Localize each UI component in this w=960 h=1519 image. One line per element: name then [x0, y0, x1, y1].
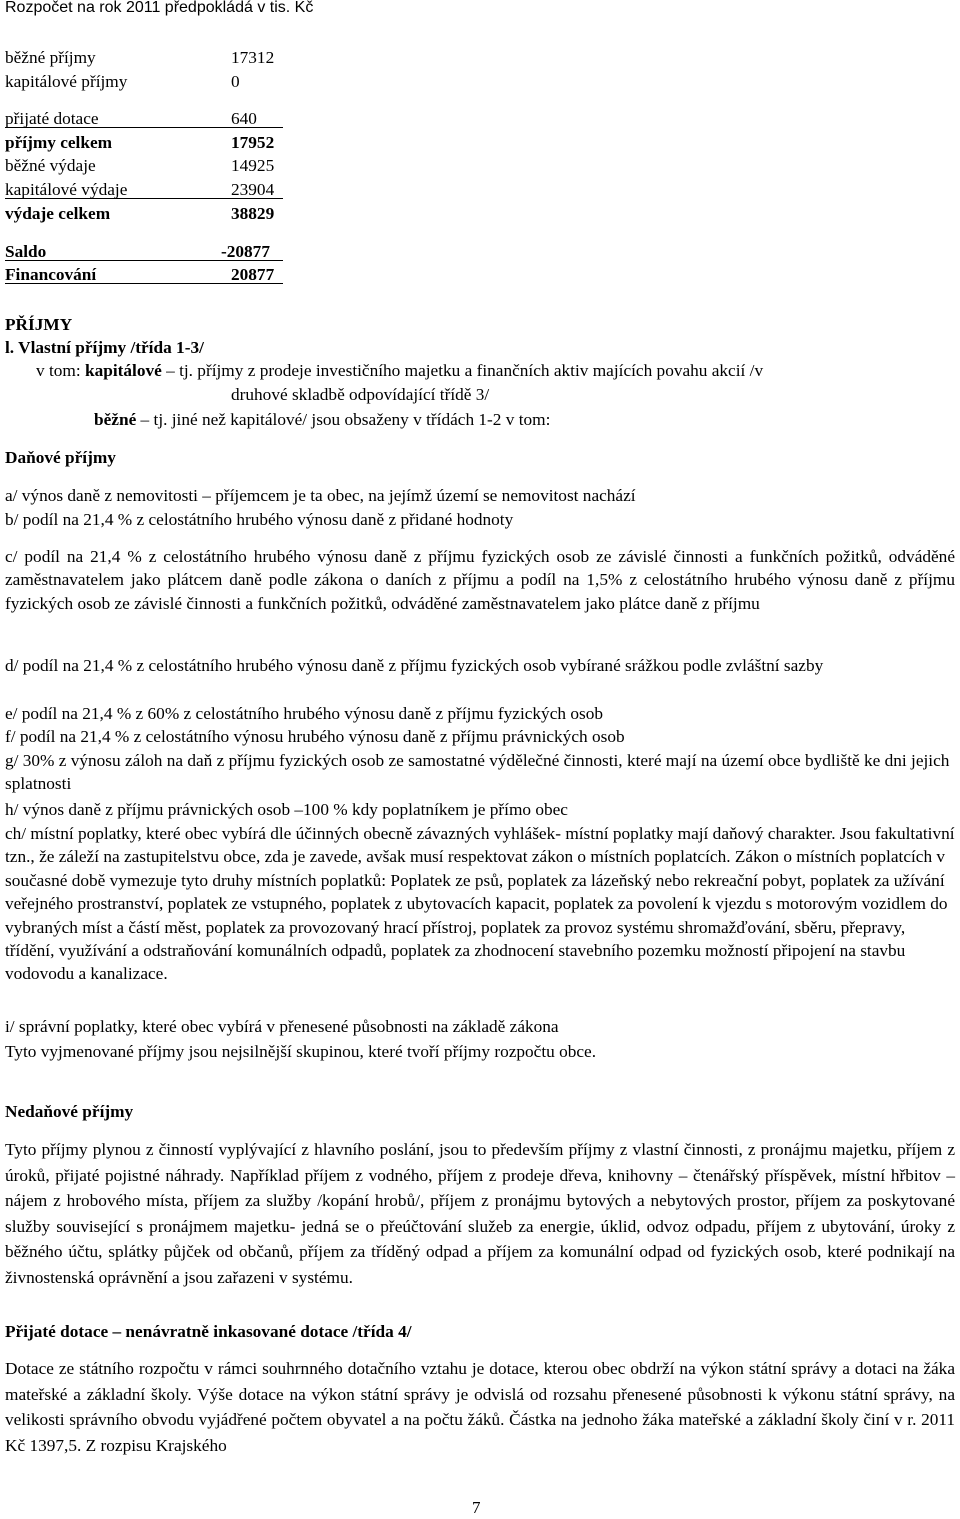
nontax-text: Tyto příjmy plynou z činností vyplývající z hlavního poslání, jsou to především příjmy z vlastní činnosti, z pronájmu majetku, příjem z úroků, přijaté pojistné náhrady. Například příjem z vodného, příjem z prodeje dřeva, knihovny – čtenářský příspěvek, místní hřbitov – nájem z hrobového místa, příjem za služby /kopání hrobů/, příjem z pronájmu bytových a nebytových prostor, příjem za poskytované služby související s pronájmem majetku- jedná se o přeúčtování služeb za energie, úklid, odvoz odpadu, příjem z ubytování, úroky z běžného účtu, splátky půjček od občanů, příjem za tříděný odpad a příjem za komunální odpad od fyzických osob, které podnikají na živnostenská oprávnění a jsou zařazeni v systému.	[5, 1140, 955, 1287]
tax-item-c: c/ podíl na 21,4 % z celostátního hrubého výnosu daně z příjmu fyzických osob ze závislé činnosti a funkčních požitků, odváděné zaměstnavatelem jako plátcem daně podle zákona o daních z příjmu a podíl na 1,5% z celostátního hrubého výnosu daně z příjmu fyzických osob ze závislé činnosti a funkčních požitků, odváděné zaměstnavatelem jako plátce daně z příjmu	[5, 547, 955, 613]
budget-label: běžné příjmy	[5, 48, 96, 67]
budget-label: výdaje celkem	[5, 204, 111, 223]
current-term: běžné	[94, 410, 137, 429]
budget-label: přijaté dotace	[5, 109, 99, 128]
tax-item-d: d/ podíl na 21,4 % z celostátního hrubého výnosu daně z příjmu fyzických osob vybírané srážkou podle zvláštní sazby	[5, 656, 824, 675]
tax-item-b: b/ podíl na 21,4 % z celostátního hrubého výnosu daně z přidané hodnoty	[5, 510, 514, 529]
budget-label: Saldo	[5, 242, 47, 261]
budget-value: 17312	[231, 48, 275, 67]
budget-title: Rozpočet na rok 2011 předpokládá v tis. Kč	[5, 0, 314, 16]
capital-term: kapitálové	[84, 361, 162, 380]
budget-label: běžné výdaje	[5, 156, 96, 175]
tax-summary: Tyto vyjmenované příjmy jsou nejsilnější skupinou, které tvoří příjmy rozpočtu obce.	[5, 1042, 597, 1061]
budget-label: Financování	[5, 265, 97, 284]
underline-rule	[5, 198, 283, 199]
tax-heading: Daňové příjmy	[5, 448, 116, 467]
budget-label: kapitálové výdaje	[5, 180, 128, 199]
current-line	[94, 408, 550, 431]
page-number: 7	[472, 1498, 481, 1517]
capital-text: – tj. příjmy z prodeje investičního majetku a finančních aktiv majících povahu akcií /v	[161, 361, 764, 380]
current-text: – tj. jiné než kapitálové/ jsou obsaženy v třídách 1-2 v tom:	[136, 410, 551, 429]
income-heading: PŘÍJMY	[5, 315, 73, 334]
budget-label: kapitálové příjmy	[5, 72, 128, 91]
capital-prefix: v tom:	[36, 361, 85, 380]
grants-text: Dotace ze státního rozpočtu v rámci souhrnného dotačního vztahu je dotace, kterou obec obdrží na výkon státní správy a dotaci na žáka mateřské a základní školy. Výše dotace na výkon státní správy je odvislá od rozsahu přenesené působnosti k výkonu státní správy, na velikosti správního obvodu vyjádřené počtem obyvatel a na počtu žáků. Částka na jednoho žáka mateřské a základní školy činí v r. 2011 Kč 1397,5. Z rozpisu Krajského	[5, 1359, 955, 1455]
budget-label: příjmy celkem	[5, 133, 113, 152]
tax-item-e: e/ podíl na 21,4 % z 60% z celostátního hrubého výnosu daně z příjmu fyzických osob	[5, 704, 603, 723]
grants-heading: Přijaté dotace – nenávratně inkasované dotace /třída 4/	[5, 1322, 412, 1341]
budget-value: 17952	[231, 133, 275, 152]
tax-item-ch: ch/ místní poplatky, které obec vybírá dle účinných obecně závazných vyhlášek- místní poplatky mají daňový charakter. Jsou fakultativní tzn., že záleží na zastupitelstvu obce, zda je zavede, avšak musí respektovat zákon o místních poplatcích. Zákon o místních poplatcích v současné době vymezuje tyto druhy místních poplatků: Poplatek ze psů, poplatek za lázeňský nebo rekreační pobyt, poplatek za užívání veřejného prostranství, poplatek ze vstupného, poplatek z ubytovacích kapacit, poplatek za povolení k vjezdu s motorovým vozidlem do vybraných míst a částí měst, poplatek za provozovaný hrací přístroj, poplatek za provoz systému shromažďování, sběru, přepravy, třídění, využívání a odstraňování komunálních odpadů, poplatek za zhodnocení stavebního pozemku možností připojení na stavbu vodovodu a kanalizace.	[5, 824, 955, 984]
tax-item-g: g/ 30% z výnosu záloh na daň z příjmu fyzických osob ze samostatné výdělečné činnosti, které mají na území obce bydliště ke dni jejich splatnosti	[5, 751, 950, 794]
budget-value: 20877	[231, 265, 275, 284]
tax-item-h: h/ výnos daně z příjmu právnických osob –100 % kdy poplatníkem je přímo obec	[5, 800, 568, 819]
tax-item-a: a/ výnos daně z nemovitosti – příjemcem je ta obec, na jejímž území se nemovitost nachází	[5, 486, 636, 505]
underline-rule	[5, 283, 283, 284]
capital-line-2: druhové skladbě odpovídající třídě 3/	[231, 385, 490, 404]
underline-rule	[5, 260, 283, 261]
budget-value: 640	[231, 109, 257, 128]
budget-value: 14925	[231, 156, 275, 175]
tax-item-f: f/ podíl na 21,4 % z celostátního výnosu hrubého výnosu daně z příjmu právnických osob	[5, 727, 625, 746]
nontax-heading: Nedaňové příjmy	[5, 1102, 134, 1121]
budget-value: 0	[231, 72, 240, 91]
budget-value: 23904	[231, 180, 275, 199]
capital-line	[36, 359, 763, 382]
tax-item-i: i/ správní poplatky, které obec vybírá v přenesené působnosti na základě zákona	[5, 1017, 559, 1036]
budget-value: 38829	[231, 204, 275, 223]
underline-rule	[5, 127, 283, 128]
own-income-heading: l. Vlastní příjmy /třída 1-3/	[5, 338, 204, 357]
budget-value: -20877	[221, 242, 270, 261]
